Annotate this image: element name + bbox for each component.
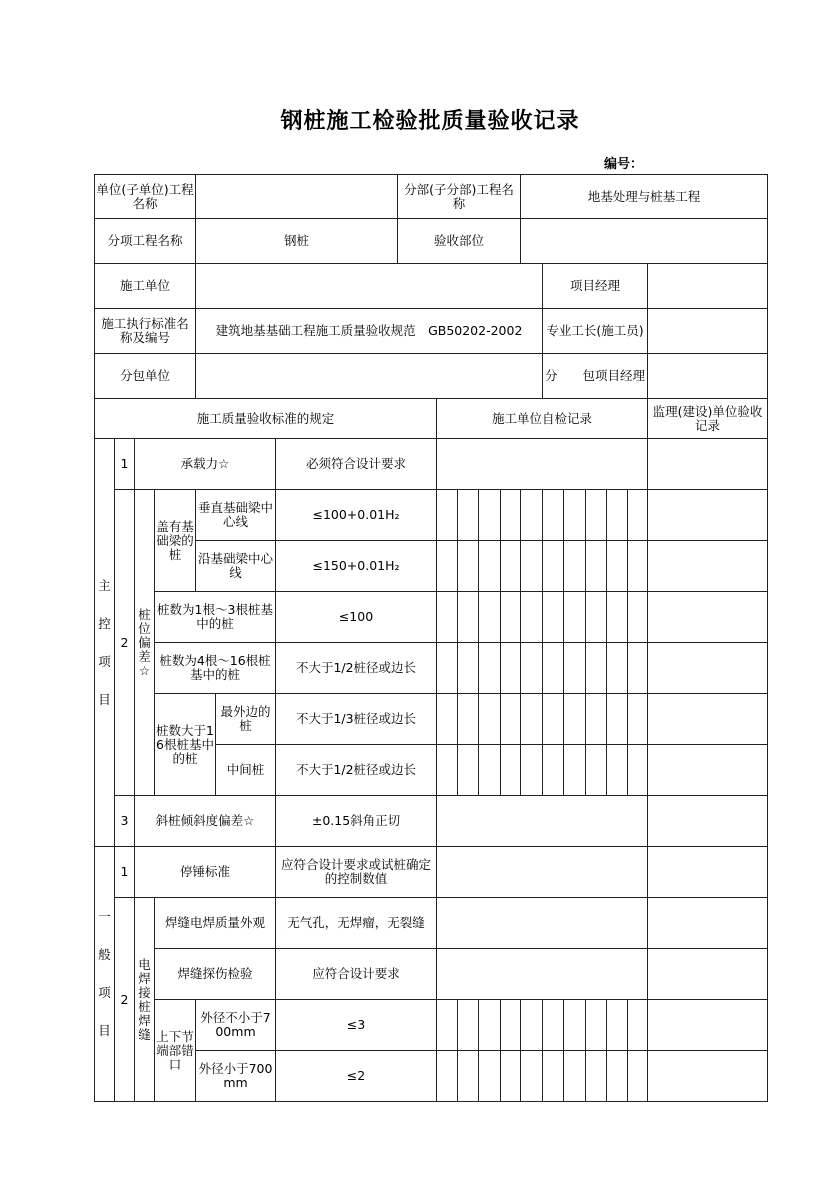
pm-value[interactable] [647,263,768,309]
sub-item-name: 外径不小于700mm [195,999,276,1051]
self-check-cell[interactable] [500,744,521,796]
item-requirement: ≤100 [275,591,437,643]
self-check-cell[interactable] [478,693,501,745]
self-check-cell[interactable] [500,489,521,541]
self-check-cell[interactable] [436,795,648,847]
self-check-cell[interactable] [585,489,607,541]
self-check-cell[interactable] [457,999,479,1051]
self-check-cell[interactable] [563,489,586,541]
foreman-value[interactable] [647,308,768,354]
self-check-cell[interactable] [563,540,586,592]
self-check-cell[interactable] [627,1050,648,1102]
self-check-cell[interactable] [627,693,648,745]
self-check-cell[interactable] [563,1050,586,1102]
self-check-cell[interactable] [457,642,479,694]
self-check-cell[interactable] [606,744,628,796]
sub-pm-value[interactable] [647,353,768,399]
foreman-label: 专业工长(施工员) [542,308,648,354]
supervisor-cell[interactable] [647,642,768,694]
subcontractor-label: 分包单位 [94,353,196,399]
self-check-cell[interactable] [457,693,479,745]
item-name: 停锤标准 [134,846,276,898]
self-check-cell[interactable] [500,591,521,643]
self-check-cell[interactable] [520,744,543,796]
supervisor-cell[interactable] [647,846,768,898]
page-title: 钢桩施工检验批质量验收记录 [280,109,580,134]
item-requirement: 必须符合设计要求 [275,438,437,490]
record-number-label: 编号： [604,157,644,172]
self-check-cell[interactable] [542,489,564,541]
self-check-cell[interactable] [606,999,628,1051]
self-check-cell[interactable] [606,642,628,694]
self-check-cell[interactable] [542,540,564,592]
column-header-supervisor: 监理(建设)单位验收记录 [647,398,768,439]
item-requirement: ≤150+0.01H₂ [275,540,437,592]
self-check-cell[interactable] [478,642,501,694]
self-check-cell[interactable] [436,897,648,949]
item-requirement: 不大于1/3桩径或边长 [275,693,437,745]
sub-group-label: 盖有基础梁的桩 [154,489,196,592]
self-check-cell[interactable] [500,642,521,694]
self-check-cell[interactable] [627,999,648,1051]
self-check-cell[interactable] [436,744,458,796]
self-check-cell[interactable] [585,540,607,592]
subcontractor-value[interactable] [195,353,543,399]
item-requirement: 无气孔，无焊瘤，无裂缝 [275,897,437,949]
sub-item-name: 沿基础梁中心线 [195,540,276,592]
self-check-cell[interactable] [436,948,648,1000]
self-check-cell[interactable] [542,591,564,643]
supervisor-cell[interactable] [647,795,768,847]
self-check-cell[interactable] [542,744,564,796]
self-check-cell[interactable] [520,693,543,745]
main-group-label: 主控项目 [94,438,115,847]
standard-label: 施工执行标准名称及编号 [94,308,196,354]
sub-item-name: 垂直基础梁中心线 [195,489,276,541]
supervisor-cell[interactable] [647,540,768,592]
self-check-cell[interactable] [606,693,628,745]
self-check-cell[interactable] [563,642,586,694]
self-check-cell[interactable] [627,642,648,694]
sub-item-name: 最外边的桩 [215,693,276,745]
accept-part-value[interactable] [520,218,768,264]
self-check-cell[interactable] [457,744,479,796]
division-value[interactable]: 地基处理与桩基工程 [520,174,768,219]
supervisor-cell[interactable] [647,438,768,490]
item-requirement: 应符合设计要求 [275,948,437,1000]
self-check-cell[interactable] [627,540,648,592]
self-check-cell[interactable] [585,744,607,796]
item-name: 斜桩倾斜度偏差☆ [134,795,276,847]
self-check-cell[interactable] [436,489,458,541]
sub-item-name: 焊缝探伤检验 [154,948,276,1000]
self-check-cell[interactable] [457,489,479,541]
self-check-cell[interactable] [627,744,648,796]
self-check-cell[interactable] [606,489,628,541]
self-check-cell[interactable] [542,693,564,745]
self-check-cell[interactable] [585,591,607,643]
self-check-cell[interactable] [436,438,648,490]
item-requirement: ±0.15斜角正切 [275,795,437,847]
self-check-cell[interactable] [542,999,564,1051]
self-check-cell[interactable] [478,489,501,541]
standard-value[interactable]: 建筑地基基础工程施工质量验收规范 GB50202-2002 [195,308,543,354]
item-name: 桩位偏差☆ [134,489,155,796]
sub-item-name: 桩数为4根～16根桩基中的桩 [154,642,276,694]
self-check-cell[interactable] [478,540,501,592]
self-check-cell[interactable] [478,1050,501,1102]
item-requirement: ≤2 [275,1050,437,1102]
unit-value[interactable] [195,174,398,219]
item-no: 1 [114,438,135,490]
self-check-cell[interactable] [520,999,543,1051]
contractor-label: 施工单位 [94,263,196,309]
self-check-cell[interactable] [585,642,607,694]
subitem-label: 分项工程名称 [94,218,196,264]
supervisor-cell[interactable] [647,1050,768,1102]
self-check-cell[interactable] [520,540,543,592]
item-requirement: ≤3 [275,999,437,1051]
self-check-cell[interactable] [436,846,648,898]
self-check-cell[interactable] [585,1050,607,1102]
self-check-cell[interactable] [436,540,458,592]
supervisor-cell[interactable] [647,744,768,796]
item-no: 3 [114,795,135,847]
item-requirement: ≤100+0.01H₂ [275,489,437,541]
supervisor-cell[interactable] [647,897,768,949]
self-check-cell[interactable] [520,489,543,541]
pm-label: 项目经理 [542,263,648,309]
self-check-cell[interactable] [500,540,521,592]
self-check-cell[interactable] [585,999,607,1051]
self-check-cell[interactable] [500,999,521,1051]
self-check-cell[interactable] [563,693,586,745]
self-check-cell[interactable] [457,591,479,643]
self-check-cell[interactable] [563,744,586,796]
sub-group-label: 上下节端部错口 [154,999,196,1102]
accept-part-label: 验收部位 [397,218,521,264]
self-check-cell[interactable] [500,693,521,745]
item-no: 1 [114,846,135,898]
sub-pm-label: 分 包项目经理 [542,353,648,399]
sub-group-label: 桩数大于16根桩基中的桩 [154,693,216,796]
item-no: 2 [114,897,135,1102]
self-check-cell[interactable] [606,540,628,592]
self-check-cell[interactable] [436,1050,458,1102]
self-check-cell[interactable] [563,999,586,1051]
self-check-cell[interactable] [606,591,628,643]
self-check-cell[interactable] [478,999,501,1051]
self-check-cell[interactable] [520,642,543,694]
column-header-self-check: 施工单位自检记录 [436,398,648,439]
self-check-cell[interactable] [478,591,501,643]
self-check-cell[interactable] [457,1050,479,1102]
sub-item-name: 焊缝电焊质量外观 [154,897,276,949]
self-check-cell[interactable] [542,1050,564,1102]
unit-label: 单位(子单位)工程名称 [94,174,196,219]
column-header-standard: 施工质量验收标准的规定 [94,398,437,439]
supervisor-cell[interactable] [647,591,768,643]
self-check-cell[interactable] [542,642,564,694]
division-label: 分部(子分部)工程名称 [397,174,521,219]
item-name: 电焊接桩焊缝 [134,897,155,1102]
self-check-cell[interactable] [436,591,458,643]
item-requirement: 不大于1/2桩径或边长 [275,642,437,694]
supervisor-cell[interactable] [647,489,768,541]
self-check-cell[interactable] [563,591,586,643]
self-check-cell[interactable] [478,744,501,796]
self-check-cell[interactable] [457,540,479,592]
self-check-cell[interactable] [585,693,607,745]
contractor-value[interactable] [195,263,543,309]
supervisor-cell[interactable] [647,948,768,1000]
self-check-cell[interactable] [500,1050,521,1102]
self-check-cell[interactable] [627,489,648,541]
self-check-cell[interactable] [436,999,458,1051]
subitem-value[interactable]: 钢桩 [195,218,398,264]
supervisor-cell[interactable] [647,999,768,1051]
self-check-cell[interactable] [606,1050,628,1102]
self-check-cell[interactable] [436,642,458,694]
item-name: 承载力☆ [134,438,276,490]
self-check-cell[interactable] [627,591,648,643]
item-requirement: 不大于1/2桩径或边长 [275,744,437,796]
supervisor-cell[interactable] [647,693,768,745]
sub-item-name: 中间桩 [215,744,276,796]
self-check-cell[interactable] [520,1050,543,1102]
sub-item-name: 外径小于700mm [195,1050,276,1102]
general-group-label: 一般项目 [94,846,115,1102]
sub-item-name: 桩数为1根～3根桩基中的桩 [154,591,276,643]
item-requirement: 应符合设计要求或试桩确定的控制数值 [275,846,437,898]
item-no: 2 [114,489,135,796]
self-check-cell[interactable] [520,591,543,643]
self-check-cell[interactable] [436,693,458,745]
